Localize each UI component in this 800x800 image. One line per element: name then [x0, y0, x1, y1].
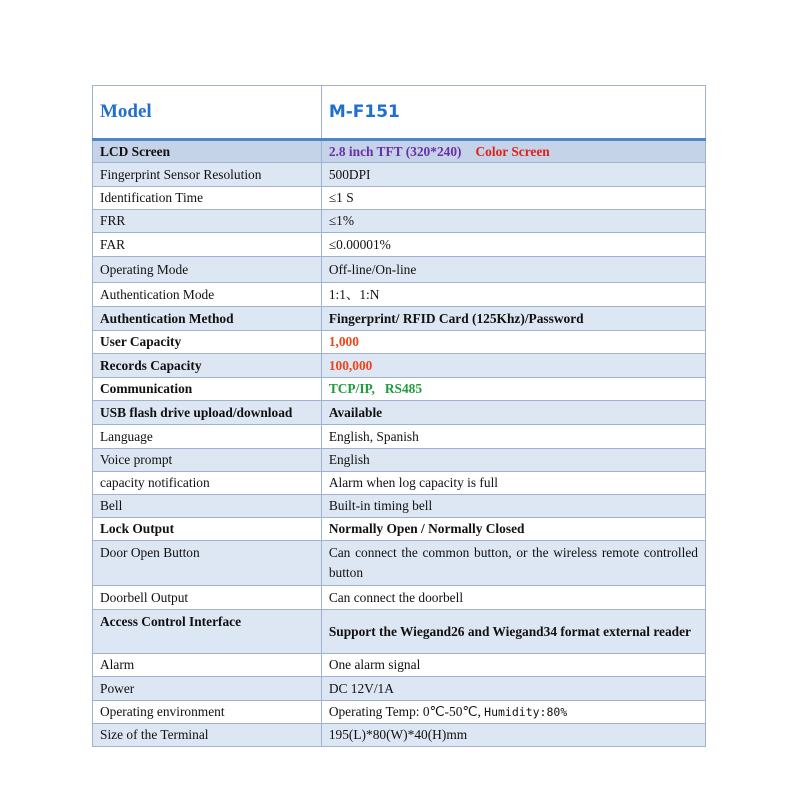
spec-label: Operating Mode	[93, 257, 322, 283]
spec-label: Size of the Terminal	[93, 724, 322, 747]
spec-row-alarm	[93, 654, 706, 677]
spec-value	[321, 140, 705, 163]
spec-row-access-interface	[93, 610, 706, 654]
spec-label: Language	[93, 425, 322, 449]
humidity: Humidity:80%	[484, 705, 568, 719]
spec-label: Voice prompt	[93, 449, 322, 472]
spec-value: 195(L)*80(W)*40(H)mm	[321, 724, 705, 747]
spec-value: Available	[321, 401, 705, 425]
color-screen-note: Color Screen	[475, 143, 550, 159]
spec-value: DC 12V/1A	[321, 677, 705, 701]
spec-value: Built-in timing bell	[321, 495, 705, 518]
spec-label: USB flash drive upload/download	[93, 401, 322, 425]
spec-row-door-button	[93, 541, 706, 586]
spec-value: Support the Wiegand26 and Wiegand34 format external reader	[321, 610, 705, 654]
spec-row-records-cap	[93, 354, 706, 378]
header-row	[93, 86, 706, 140]
spec-value: Can connect the doorbell	[321, 586, 705, 610]
spec-label: Lock Output	[93, 518, 322, 541]
spec-row-power	[93, 677, 706, 701]
spec-row-capacity-notification	[93, 472, 706, 495]
spec-row-sensor-res	[93, 163, 706, 187]
spec-label: LCD Screen	[93, 140, 322, 163]
spec-value: ≤1 S	[321, 187, 705, 210]
spec-label: capacity notification	[93, 472, 322, 495]
spec-row-auth-method	[93, 307, 706, 331]
spec-value: English, Spanish	[321, 425, 705, 449]
spec-label: Authentication Method	[93, 307, 322, 331]
spec-label: Records Capacity	[93, 354, 322, 378]
spec-value: 100,000	[321, 354, 705, 378]
spec-row-ident-time	[93, 187, 706, 210]
spec-row-voice	[93, 449, 706, 472]
spec-row-usb	[93, 401, 706, 425]
spec-label: Authentication Mode	[93, 283, 322, 307]
spec-row-op-mode	[93, 257, 706, 283]
spec-value	[321, 701, 705, 724]
spec-label: Communication	[93, 378, 322, 401]
spec-label: Identification Time	[93, 187, 322, 210]
spec-table	[92, 85, 706, 747]
spec-label: User Capacity	[93, 331, 322, 354]
spec-label: Access Control Interface	[93, 610, 322, 654]
spec-row-op-env	[93, 701, 706, 724]
spec-label: Operating environment	[93, 701, 322, 724]
operating-temp: Operating Temp: 0℃-50℃,	[328, 704, 481, 719]
lcd-spec: 2.8 inch TFT (320*240)	[328, 143, 462, 159]
spec-value: Alarm when log capacity is full	[321, 472, 705, 495]
spec-value: 1,000	[321, 331, 705, 354]
spec-label: Doorbell Output	[93, 586, 322, 610]
spec-row-user-cap	[93, 331, 706, 354]
spec-row-doorbell-output	[93, 586, 706, 610]
spec-value: English	[321, 449, 705, 472]
spec-label: Bell	[93, 495, 322, 518]
spec-row-communication	[93, 378, 706, 401]
spec-value: TCP/IP, RS485	[321, 378, 705, 401]
spec-value: One alarm signal	[321, 654, 705, 677]
model-label: Model	[93, 86, 322, 140]
spec-value: Normally Open / Normally Closed	[321, 518, 705, 541]
spec-row-lcd	[93, 140, 706, 163]
spec-row-bell	[93, 495, 706, 518]
spec-value: ≤1%	[321, 210, 705, 233]
spec-label: Alarm	[93, 654, 322, 677]
spec-value: Fingerprint/ RFID Card (125Khz)/Password	[321, 307, 705, 331]
spec-row-auth-mode	[93, 283, 706, 307]
spec-value: 1:1、1:N	[321, 283, 705, 307]
spec-row-far	[93, 233, 706, 257]
spec-label: Power	[93, 677, 322, 701]
spec-label: FRR	[93, 210, 322, 233]
spec-row-language	[93, 425, 706, 449]
spec-value: Can connect the common button, or the wireless remote controlled button	[321, 541, 705, 586]
model-value: M-F151	[321, 86, 705, 140]
spec-row-size	[93, 724, 706, 747]
spec-label: FAR	[93, 233, 322, 257]
spec-value: ≤0.00001%	[321, 233, 705, 257]
spec-value: Off-line/On-line	[321, 257, 705, 283]
spec-label: Door Open Button	[93, 541, 322, 586]
spec-row-lock-output	[93, 518, 706, 541]
spec-row-frr	[93, 210, 706, 233]
spec-label: Fingerprint Sensor Resolution	[93, 163, 322, 187]
spec-value: 500DPI	[321, 163, 705, 187]
